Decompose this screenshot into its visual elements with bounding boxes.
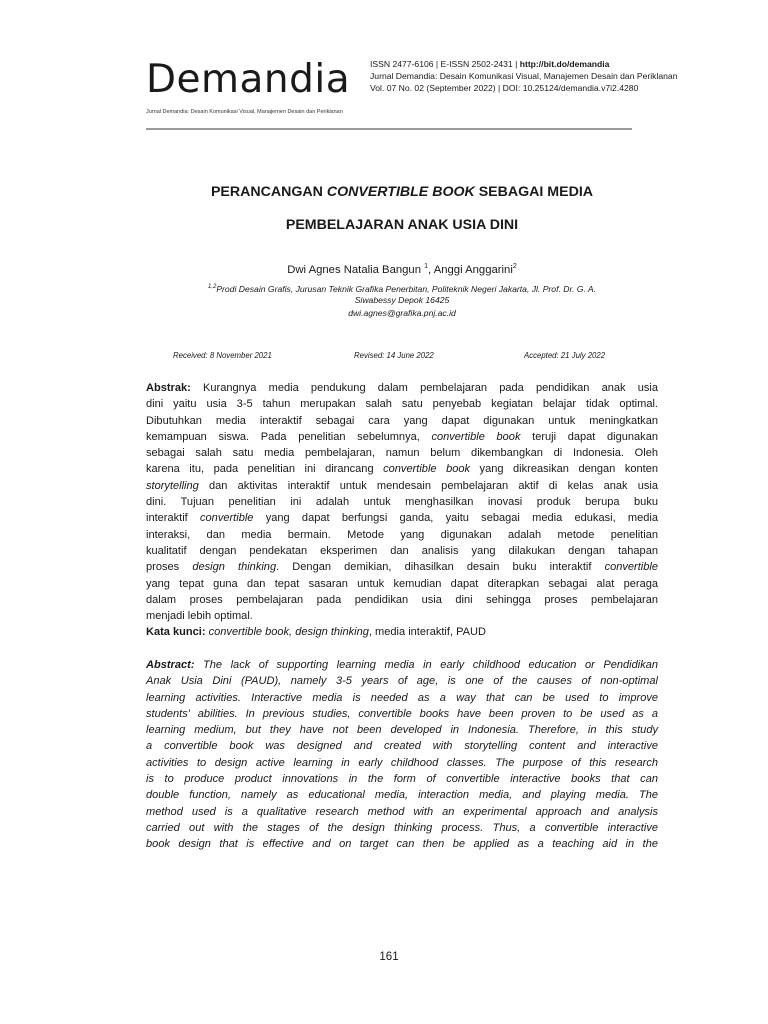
article-title-line1 <box>146 183 658 201</box>
abstrak-line: kemampuan siswa. Pada penelitian sebelumnya, convertible book teruji dapat digunakan <box>146 430 658 443</box>
abstract-label: Abstract: <box>146 659 195 671</box>
abstract-line: book design that is effective and on target can then be applied as a teaching aid in the <box>146 838 658 851</box>
abstract-line: carried out with the stages of the design thinking process. Thus, a convertible interactive <box>146 821 658 834</box>
keywords-line: Kata kunci: convertible book, design thinking, media interaktif, PAUD <box>146 626 486 639</box>
abstrak-label: Abstrak: <box>146 382 191 394</box>
abstract-english-paragraph <box>146 657 658 853</box>
abstract-line: students' abilities. In previous studies, convertible books have been proven to be used as a <box>146 707 658 720</box>
journal-name-line: Jurnal Demandia: Desain Komunikasi Visual, Manajemen Desain dan Periklanan <box>370 71 678 81</box>
abstract-line: activities to design active learning in early childhood classes. The purpose of this research <box>146 756 658 769</box>
keywords-label: Kata kunci: <box>146 626 206 639</box>
abstract-line: double function, namely as educational media, interaction media, and playing media. The <box>146 789 658 802</box>
affiliation-text: Prodi Desain Grafis, Jurusan Teknik Grafika Penerbitan, Politeknik Negeri Jakarta, Jl. Prof. Dr. G. A. <box>216 283 597 294</box>
authors <box>146 263 658 276</box>
issn-text: ISSN 2477-6106 | E-ISSN 2502-2431 | <box>370 59 520 69</box>
abstract-line: a convertible book was designed and created with storytelling content and interactive <box>146 740 658 753</box>
volume-doi-line: Vol. 07 No. 02 (September 2022) | DOI: 10.25124/demandia.v7i2.4280 <box>370 83 639 93</box>
title-part2: SEBAGAI MEDIA <box>474 184 594 200</box>
abstrak-line: Abstrak: Kurangnya media pendukung dalam pembelajaran pada pendidikan anak usia <box>146 382 658 394</box>
abstract-line: learning activities. Interactive media is needed as a way that can be used to improve <box>146 691 658 704</box>
abstract-line: Anak Usia Dini (PAUD), namely 3-5 years of age, is one of the causes of non-optimal <box>146 675 658 688</box>
affiliation-superscript: 1,2 <box>207 284 217 290</box>
author-2-superscript: 2 <box>512 263 517 270</box>
article-title-line2: PEMBELAJARAN ANAK USIA DINI <box>285 217 519 233</box>
accepted-date: Accepted: 21 July 2022 <box>524 351 606 360</box>
abstrak-line: Dibutuhkan media interaktif sebagai cara yang dapat digunakan untuk meningkatkan <box>146 414 658 427</box>
journal-info <box>370 58 677 94</box>
author-2: , Anggi Anggarini <box>428 263 513 276</box>
abstrak-line: interaktif convertible yang dapat berfungsi ganda, yaitu sebagai media edukasi, media <box>146 512 658 525</box>
abstrak-line: kualitatif dengan pendekatan eksperimen dan analisis yang dilakukan dengan tahapan <box>146 544 658 557</box>
title-part1: PERANCANGAN <box>210 184 327 200</box>
abstrak-line: yang tepat guna dan tepat sasaran untuk kemudian dapat diterapkan sebagai alat peraga <box>146 577 658 590</box>
author-email[interactable]: dwi.agnes@grafika.pnj.ac.id <box>348 308 456 318</box>
abstrak-line: menjadi lebih optimal. <box>146 610 253 623</box>
abstrak-line: dalam proses pembelajaran pada pendidikan usia dini sehingga proses pembelajaran <box>146 593 658 606</box>
journal-logo-subtitle: Jurnal Demandia: Desain Komunikasi Visual, Manajemen Desain dan Periklanan <box>146 109 343 115</box>
journal-masthead <box>146 52 706 132</box>
author-1-superscript: 1 <box>424 263 429 270</box>
revised-date: Revised: 14 June 2022 <box>354 351 434 360</box>
affiliation-line2: Siwabessy Depok 16425 <box>354 295 450 305</box>
abstrak-line: sebagai salah satu media pembelajaran, namun belum dikembangkan di Indonesia. Oleh <box>146 447 658 460</box>
issn-line <box>370 58 677 70</box>
page-number: 161 <box>379 951 399 963</box>
abstrak-line: proses design thinking. Dengan demikian, dihasilkan desain buku interaktif convertible <box>146 561 658 574</box>
abstrak-line: dini yaitu usia 3-5 tahun merupakan salah satu penyebab kegiatan belajar tidak optimal. <box>146 398 658 411</box>
title-italic: CONVERTIBLE BOOK <box>326 184 475 200</box>
abstrak-paragraph <box>146 380 658 641</box>
header-divider <box>146 128 632 130</box>
abstract-line: method used is a qualitative research method with an experimental approach and analysis <box>146 805 658 818</box>
abstrak-line: karena itu, pada penelitian ini dirancang convertible book yang dikreasikan dengan konten <box>146 463 658 476</box>
received-date: Received: 8 November 2021 <box>173 351 272 360</box>
author-1: Dwi Agnes Natalia Bangun <box>287 263 425 276</box>
abstract-line: learning medium, but they have not been developed in Indonesia. Therefore, in this study <box>146 724 658 737</box>
journal-url-link[interactable]: http://bit.do/demandia <box>519 59 610 69</box>
abstract-line: Abstract: The lack of supporting learning media in early childhood education or Pendidikan <box>146 659 658 671</box>
journal-logo: Demandia <box>146 57 351 102</box>
abstract-line: is to produce product innovations in the form of convertible interactive books that can <box>146 773 658 786</box>
abstrak-line: dini. Tujuan penelitian ini adalah untuk menghasilkan inovasi produk berupa buku <box>146 496 658 509</box>
abstrak-line: interaksi, dan media bermain. Metode yang digunakan adalah metode penelitian <box>146 528 658 541</box>
abstrak-line: storytelling dan aktivitas interaktif untuk mendesain pembelajaran aktif di kelas anak usia <box>146 479 658 492</box>
